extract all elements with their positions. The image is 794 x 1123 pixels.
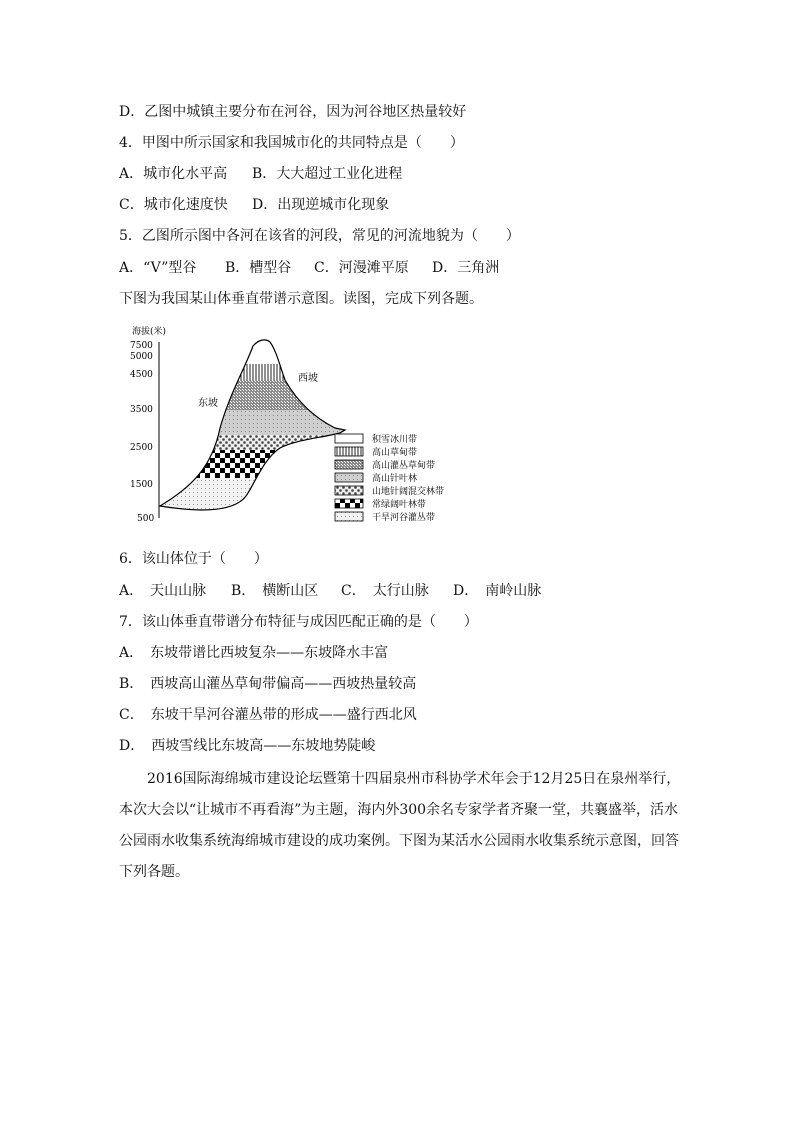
- band-dry-valley-shrub: [120, 478, 370, 528]
- legend-label-meadow: 高山草甸带: [372, 448, 418, 458]
- legend-label-snow: 积雪冰川带: [372, 435, 418, 445]
- legend-swatch-broadleaf: [335, 499, 363, 508]
- tick-3500: 3500: [130, 405, 153, 415]
- q7-option-c: C． 东坡干旱河谷灌丛带的形成——盛行西北风: [119, 707, 417, 723]
- q6-stem: 6．该山体位于（ ）: [119, 551, 268, 567]
- legend-swatch-conifer: [335, 473, 363, 482]
- y-axis-title: 海拔(米): [132, 327, 167, 337]
- q6-option-c: C． 太行山脉: [341, 583, 429, 599]
- q5-option-c: C．河漫滩平原: [314, 260, 409, 276]
- passage-text: 2016国际海绵城市建设论坛暨第十四届泉州市科协学术年会于12月25日在泉州举行，本次大会以“让城市不再看海”为主题，海内外300余名专家学者齐聚一堂，共襄盛举，活水公园雨水收集系统海绵城市建设的成功案例。下图为某活水公园雨水收集系统示意图，回答下列各题。: [119, 771, 681, 880]
- band-high-conifer: [120, 410, 370, 435]
- q4-option-b: B．大大超过工业化进程: [252, 166, 403, 182]
- y-axis-ticks: [130, 341, 154, 524]
- legend-swatch-dry-valley: [335, 512, 363, 521]
- q4-option-a: A．城市化水平高: [119, 166, 228, 182]
- tick-4500: 4500: [130, 370, 153, 380]
- passage: [119, 764, 681, 888]
- q5-options: [119, 258, 499, 278]
- q4-options-row1: [119, 164, 402, 184]
- q4-stem: 4．甲图中所示国家和我国城市化的共同特点是（ ）: [119, 135, 464, 151]
- legend-swatch-snow: [335, 434, 363, 443]
- q5-stem: 5．乙图所示图中各河在该省的河段，常见的河流地貌为（ ）: [119, 228, 520, 244]
- legend-label-conifer: 高山针叶林: [372, 474, 418, 484]
- q3-option-d: D．乙图中城镇主要分布在河谷，因为河谷地区热量较好: [119, 104, 467, 120]
- legend-label-dry-valley: 干旱河谷灌丛带: [372, 513, 436, 523]
- tick-7500: 7500: [130, 341, 153, 351]
- legend-label-broadleaf: 常绿阔叶林带: [372, 500, 427, 510]
- q7-option-b: B． 西坡高山灌丛草甸带偏高——西坡热量较高: [119, 676, 417, 692]
- tick-5000: 5000: [130, 352, 153, 362]
- legend-swatch-meadow: [335, 447, 363, 456]
- q6-option-d: D． 南岭山脉: [453, 583, 542, 599]
- q6-option-a: A． 天山山脉: [119, 583, 207, 599]
- figure-intro: 下图为我国某山体垂直带谱示意图。读图，完成下列各题。: [119, 291, 483, 307]
- tick-500: 500: [137, 514, 155, 524]
- q7-option-a: A． 东坡带谱比西坡复杂——东坡降水丰富: [119, 645, 389, 661]
- q7-stem: 7．该山体垂直带谱分布特征与成因匹配正确的是（ ）: [119, 614, 478, 630]
- tick-2500: 2500: [130, 443, 153, 453]
- vertical-zonation-figure: [120, 318, 500, 530]
- band-mixed-forest: [120, 435, 370, 450]
- band-high-shrub-meadow: [120, 380, 370, 410]
- legend-label-shrub-meadow: 高山灌丛草甸带: [372, 461, 436, 471]
- q5-option-b: B．槽型谷: [225, 260, 292, 276]
- q5-option-a: A．“V”型谷: [119, 260, 197, 276]
- legend: [335, 433, 444, 523]
- legend-swatch-shrub-meadow: [335, 460, 363, 469]
- legend-swatch-mixed: [335, 486, 363, 495]
- band-evergreen-broadleaf: [120, 450, 370, 478]
- q4-options-row2: [119, 195, 389, 215]
- legend-label-mixed: 山地针阔混交林带: [372, 487, 445, 497]
- q6-options: [119, 581, 541, 601]
- q5-option-d: D．三角洲: [432, 260, 500, 276]
- west-slope-label: 西坡: [298, 373, 318, 384]
- tick-1500: 1500: [130, 480, 153, 490]
- q7-option-d: D． 西坡雪线比东坡高——东坡地势陡峻: [119, 738, 376, 754]
- q4-option-d: D．出现逆城市化现象: [252, 197, 390, 213]
- q6-option-b: B． 横断山区: [231, 583, 319, 599]
- east-slope-label: 东坡: [198, 398, 218, 409]
- q4-option-c: C．城市化速度快: [119, 197, 228, 213]
